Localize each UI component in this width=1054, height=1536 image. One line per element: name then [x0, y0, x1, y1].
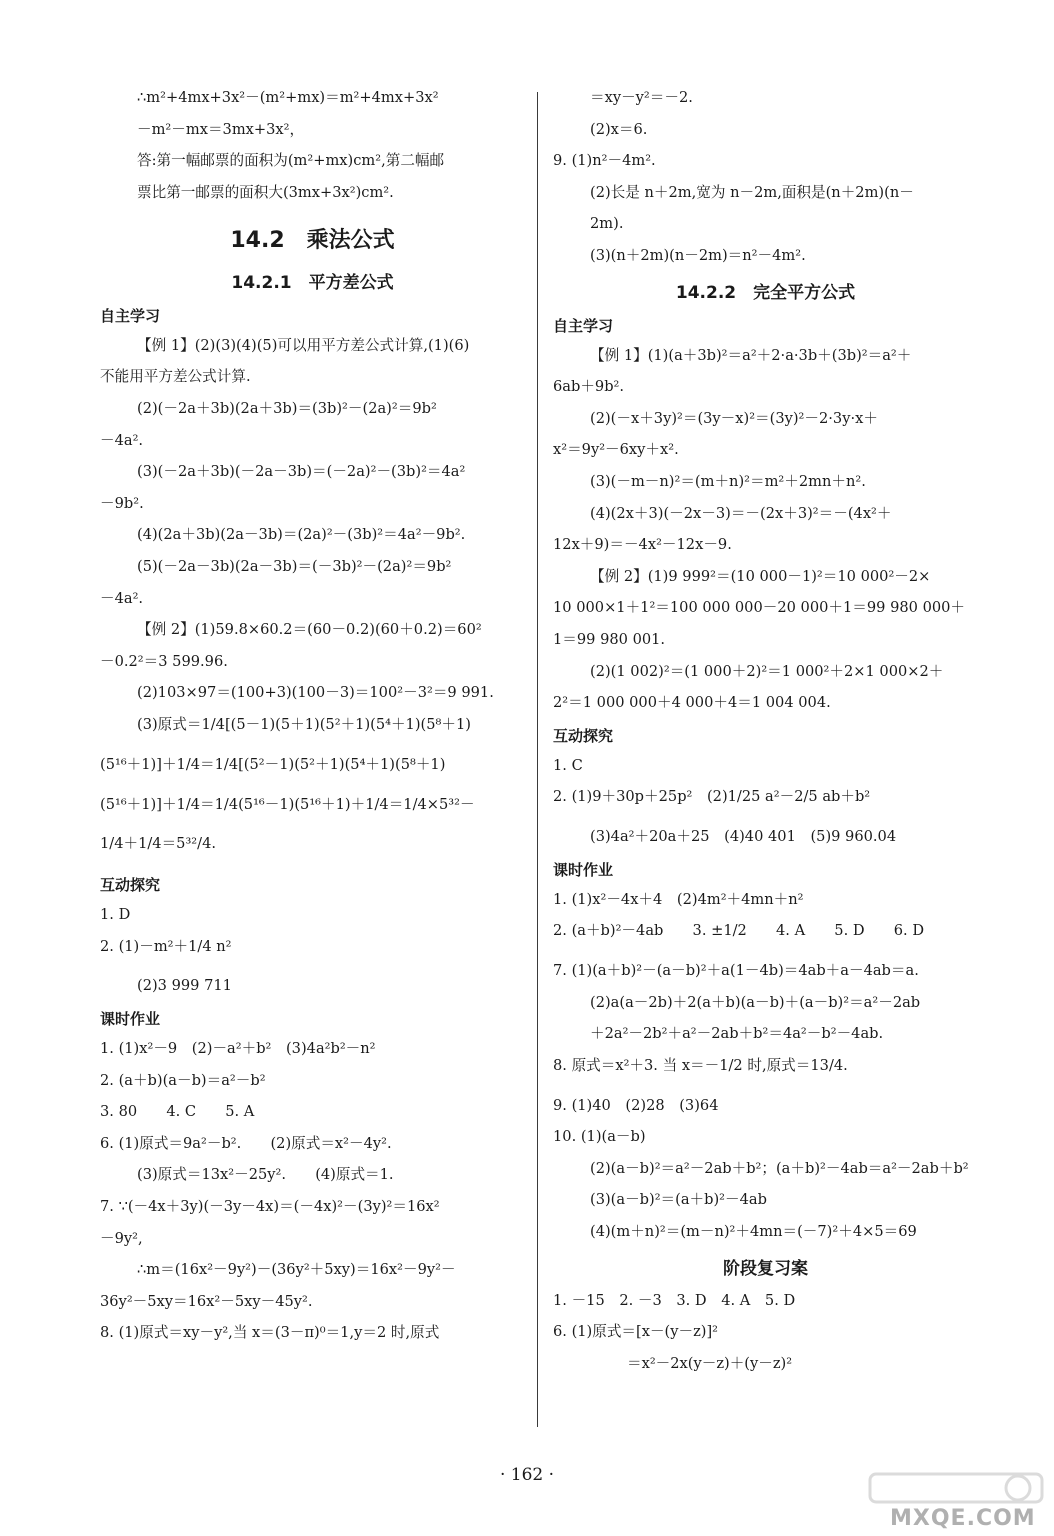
- heading-hudong: 互动探究: [100, 876, 161, 895]
- subsection-title: 14.2.2 完全平方公式: [675, 282, 856, 303]
- text-line: (2)x＝6.: [590, 120, 648, 138]
- text-line: 6. (1)原式＝9a²－b². (2)原式＝x²－4y².: [100, 1134, 392, 1152]
- text-line: (5¹⁶＋1)]＋1/4＝1/4[(5²－1)(5²＋1)(5⁴＋1)(5⁸＋1): [100, 755, 446, 773]
- left-column: [100, 88, 525, 1355]
- text-line: 2m).: [590, 215, 624, 233]
- text-line: ∴m²+4mx+3x²－(m²+mx)＝m²+4mx+3x²: [137, 89, 439, 106]
- text-line: －m²－mx＝3mx+3x²，: [137, 120, 305, 138]
- text-line: (3)4a²＋20a＋25 (4)40 401 (5)9 960.04: [590, 828, 897, 846]
- text-line: (2)a(a－2b)＋2(a＋b)(a－b)＋(a－b)²＝a²－2ab: [590, 993, 921, 1011]
- text-line: (4)(2x＋3)(－2x－3)＝－(2x＋3)²＝－(4x²＋: [590, 504, 892, 522]
- page-number: · 162 ·: [499, 1465, 555, 1485]
- text-line: 票比第一邮票的面积大(3mx+3x²)cm².: [137, 183, 394, 201]
- text-line: (2)长是 n＋2m,宽为 n－2m,面积是(n＋2m)(n－: [590, 183, 914, 201]
- text-line: 1. C: [553, 756, 583, 774]
- text-line: 2. (1)9＋30p＋25p² (2)1/25 a²－2/5 ab＋b²: [553, 788, 871, 806]
- subsection-title: 14.2.1 平方差公式: [231, 272, 394, 293]
- text-line: 答:第一幅邮票的面积为(m²+mx)cm²,第二幅邮: [137, 152, 445, 170]
- text-line: 9. (1)n²－4m².: [553, 152, 656, 170]
- column-divider: [537, 92, 538, 1427]
- text-line: (2)(－x＋3y)²＝(3y－x)²＝(3y)²－2·3y·x＋: [590, 409, 878, 427]
- text-line: (3)(－m－n)²＝(m＋n)²＝m²＋2mn＋n².: [590, 472, 866, 490]
- text-line: 2. (1)－m²＋1/4 n²: [100, 937, 232, 955]
- text-line: (3)(－2a＋3b)(－2a－3b)＝(－2a)²－(3b)²＝4a²: [137, 463, 466, 481]
- text-line: －9b².: [100, 494, 144, 512]
- heading-keshi: 课时作业: [100, 1010, 161, 1029]
- text-line: 1. (1)x²－9 (2)－a²＋b² (3)4a²b²－n²: [100, 1040, 376, 1058]
- text-line: 2²＝1 000 000＋4 000＋4＝1 004 004.: [553, 694, 831, 712]
- text-line: 2. (a＋b)²－4ab 3. ±1/2 4. A 5. D 6. D: [553, 922, 925, 940]
- text-line: 8. 原式＝x²＋3. 当 x＝－1/2 时,原式＝13/4.: [553, 1056, 848, 1074]
- review-title: 阶段复习案: [723, 1258, 808, 1279]
- text-line: (3)原式＝13x²－25y². (4)原式＝1.: [137, 1166, 394, 1184]
- text-line: 1. －15 2. －3 3. D 4. A 5. D: [553, 1291, 796, 1309]
- text-line: (4)(2a＋3b)(2a－3b)＝(2a)²－(3b)²＝4a²－9b².: [137, 526, 466, 544]
- watermark-text: MXQE.COM: [890, 1506, 1036, 1531]
- text-line: 8. (1)原式＝xy－y²,当 x＝(3－π)⁰＝1,y＝2 时,原式: [100, 1324, 440, 1342]
- text-line: 【例 2】(1)59.8×60.2＝(60－0.2)(60＋0.2)＝60²: [137, 621, 482, 639]
- text-line: 2. (a＋b)(a－b)＝a²－b²: [100, 1071, 266, 1089]
- text-line: 12x＋9)＝－4x²－12x－9.: [553, 536, 732, 554]
- text-line: 10 000×1＋1²＝100 000 000－20 000＋1＝99 980 000＋: [553, 599, 966, 617]
- text-line: 6. (1)原式＝[x－(y－z)]²: [553, 1323, 718, 1341]
- heading-zizhu: 自主学习: [100, 306, 161, 325]
- text-line: 3. 80 4. C 5. A: [100, 1103, 255, 1121]
- text-line: (4)(m＋n)²＝(m－n)²＋4mn＝(－7)²＋4×5＝69: [590, 1223, 917, 1241]
- text-line: 【例 2】(1)9 999²＝(10 000－1)²＝10 000²－2×: [590, 567, 931, 585]
- text-line: (3)(n＋2m)(n－2m)＝n²－4m².: [590, 246, 806, 264]
- text-line: (2)(1 002)²＝(1 000＋2)²＝1 000²＋2×1 000×2＋: [590, 662, 944, 680]
- text-line: 6ab＋9b².: [553, 378, 625, 396]
- text-line: ∴m＝(16x²－9y²)－(36y²＋5xy)＝16x²－9y²－: [137, 1261, 456, 1279]
- right-column: [553, 88, 978, 1385]
- text-line: 【例 1】(2)(3)(4)(5)可以用平方差公式计算,(1)(6): [137, 336, 470, 354]
- text-line: －4a².: [100, 431, 144, 449]
- text-line: 9. (1)40 (2)28 (3)64: [553, 1096, 719, 1114]
- text-line: ＝x²－2x(y－z)＋(y－z)²: [627, 1354, 793, 1372]
- text-line: 7. (1)(a＋b)²－(a－b)²＋a(1－4b)＝4ab＋a－4ab＝a.: [553, 962, 919, 980]
- text-line: (2)103×97＝(100+3)(100－3)＝100²－3²＝9 991.: [137, 684, 494, 702]
- text-line: 不能用平方差公式计算.: [100, 368, 251, 386]
- text-line: 1. D: [100, 906, 131, 924]
- text-line: (3)原式＝1/4[(5－1)(5＋1)(5²＋1)(5⁴＋1)(5⁸＋1): [137, 715, 471, 733]
- text-line: (2)(－2a＋3b)(2a＋3b)＝(3b)²－(2a)²＝9b²: [137, 399, 437, 417]
- heading-keshi: 课时作业: [553, 860, 614, 879]
- text-line: 1＝99 980 001.: [553, 630, 666, 648]
- text-line: x²＝9y²－6xy＋x².: [553, 441, 679, 459]
- text-line: －0.2²＝3 599.96.: [100, 652, 228, 670]
- heading-zizhu: 自主学习: [553, 316, 614, 335]
- text-line: 1/4＋1/4＝5³²/4.: [100, 835, 216, 853]
- text-line: (2)(a－b)²＝a²－2ab＋b²；(a＋b)²－4ab＝a²－2ab＋b²: [590, 1159, 969, 1177]
- section-title: 14.2 乘法公式: [230, 227, 395, 253]
- text-line: 10. (1)(a－b): [553, 1128, 646, 1146]
- heading-hudong: 互动探究: [553, 726, 614, 745]
- text-line: －4a².: [100, 589, 144, 607]
- text-line: 36y²－5xy＝16x²－5xy－45y².: [100, 1292, 313, 1310]
- text-line: 1. (1)x²－4x＋4 (2)4m²＋4mn＋n²: [553, 890, 804, 908]
- text-line: (3)(a－b)²＝(a＋b)²－4ab: [590, 1191, 767, 1209]
- text-line: －9y²,: [100, 1229, 143, 1247]
- text-line: 【例 1】(1)(a＋3b)²＝a²＋2·a·3b＋(3b)²＝a²＋: [590, 346, 912, 364]
- text-line: 7. ∵(－4x＋3y)(－3y－4x)＝(－4x)²－(3y)²＝16x²: [100, 1198, 440, 1216]
- text-line: ＝xy－y²＝－2.: [590, 89, 693, 106]
- text-line: (5¹⁶＋1)]＋1/4＝1/4(5¹⁶－1)(5¹⁶＋1)＋1/4＝1/4×5³²－: [100, 795, 475, 813]
- text-line: (2)3 999 711: [137, 977, 232, 995]
- text-line: (5)(－2a－3b)(2a－3b)＝(－3b)²－(2a)²＝9b²: [137, 557, 452, 575]
- text-line: ＋2a²－2b²＋a²－2ab＋b²＝4a²－b²－4ab.: [590, 1025, 884, 1043]
